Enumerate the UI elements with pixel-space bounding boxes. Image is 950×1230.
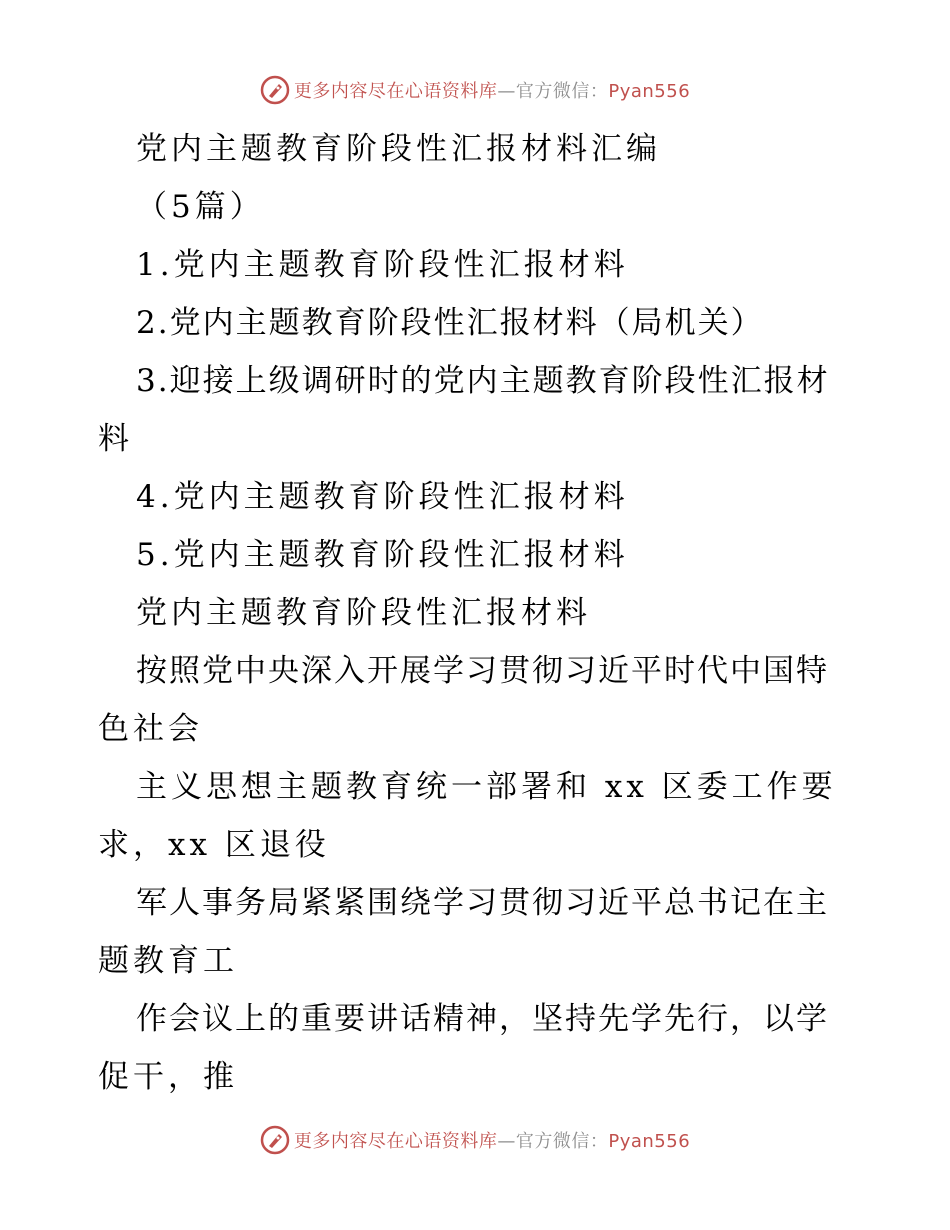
- watermark-text: [294, 1127, 690, 1153]
- watermark-footer: [0, 1120, 950, 1160]
- document-body: [98, 120, 858, 1106]
- watermark-wechat: 官方微信：: [515, 81, 609, 102]
- paragraph-line: 按照党中央深入开展学习贯彻习近平时代中国特: [136, 653, 829, 689]
- toc-item-3: 3.迎接上级调研时的党内主题教育阶段性汇报材: [136, 363, 830, 399]
- watermark-wechat: 官方微信：: [515, 1131, 609, 1152]
- toc-item-3-cont: 料: [98, 421, 133, 457]
- paragraph-line: 促干，推: [98, 1059, 238, 1095]
- toc-item-4: 4.党内主题教育阶段性汇报材料: [136, 479, 629, 515]
- watermark-id: Pyan556: [608, 1131, 691, 1152]
- paragraph-line: 题教育工: [98, 943, 238, 979]
- doc-title: 党内主题教育阶段性汇报材料汇编: [136, 131, 661, 167]
- toc-item-1: 1.党内主题教育阶段性汇报材料: [136, 247, 629, 283]
- paragraph-line: 求，xx 区退役: [98, 827, 330, 863]
- paragraph-line: 作会议上的重要讲话精神，坚持先学先行，以学: [136, 1001, 829, 1037]
- watermark-main: 更多内容尽在心语资料库: [293, 81, 498, 102]
- section-heading: 党内主题教育阶段性汇报材料: [136, 595, 591, 631]
- watermark-dash: —: [497, 1131, 516, 1152]
- watermark-header: [0, 70, 950, 110]
- pen-nib-logo-icon: [260, 1125, 290, 1155]
- paragraph-line: 主义思想主题教育统一部署和 xx 区委工作要: [136, 769, 837, 805]
- pen-nib-logo-icon: [260, 75, 290, 105]
- toc-item-2: 2.党内主题教育阶段性汇报材料（局机关）: [136, 305, 764, 341]
- watermark-id: Pyan556: [608, 81, 691, 102]
- paragraph-line: 军人事务局紧紧围绕学习贯彻习近平总书记在主: [136, 885, 829, 921]
- paragraph-line: 色社会: [98, 711, 203, 747]
- toc-item-5: 5.党内主题教育阶段性汇报材料: [136, 537, 629, 573]
- doc-subtitle: （5篇）: [136, 189, 265, 225]
- watermark-text: [294, 77, 690, 103]
- watermark-main: 更多内容尽在心语资料库: [293, 1131, 498, 1152]
- watermark-dash: —: [497, 81, 516, 102]
